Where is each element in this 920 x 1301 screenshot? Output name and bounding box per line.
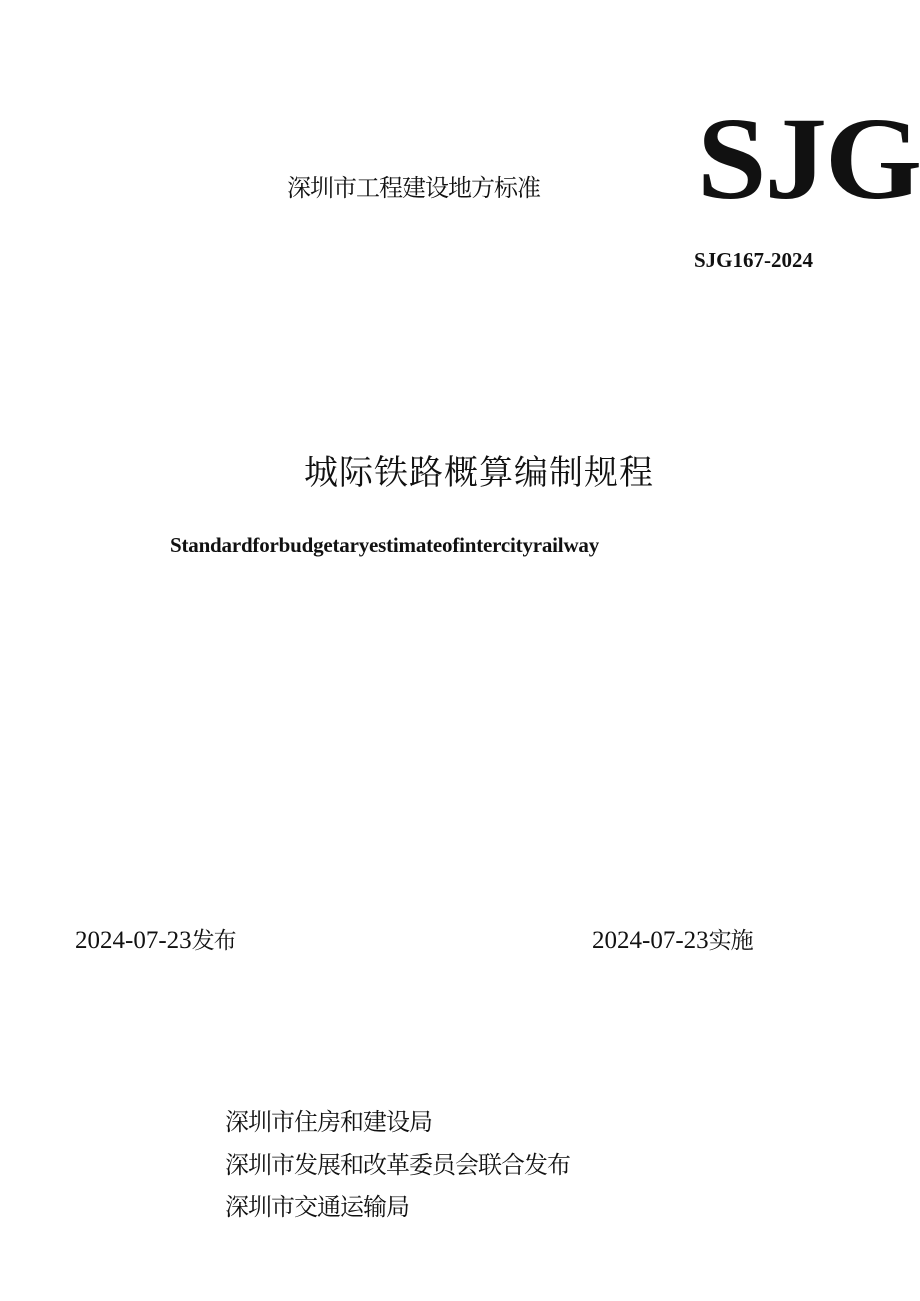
issue-date-line xyxy=(75,922,236,955)
document-title-chinese: 城际铁路概算编制规程 xyxy=(304,453,654,493)
standard-code: SJG167-2024 xyxy=(694,248,814,272)
implementation-date: 2024-07-23 xyxy=(592,927,709,954)
sjg-logo: SJG xyxy=(697,93,920,224)
issuer-development-commission: 深圳市发展和改革委员会联合发布 xyxy=(225,1151,570,1179)
issuer-housing-bureau: 深圳市住房和建设局 xyxy=(225,1108,432,1136)
issue-date: 2024-07-23 xyxy=(75,927,192,954)
issuer-transport-bureau: 深圳市交通运输局 xyxy=(225,1193,409,1221)
implementation-date-line xyxy=(592,922,753,955)
standard-category: 深圳市工程建设地方标准 xyxy=(287,174,540,202)
document-title-english: Standardforbudgetaryestimateofintercityrailway xyxy=(170,533,600,557)
implementation-label: 实施 xyxy=(708,928,753,954)
issue-label: 发布 xyxy=(191,928,236,954)
